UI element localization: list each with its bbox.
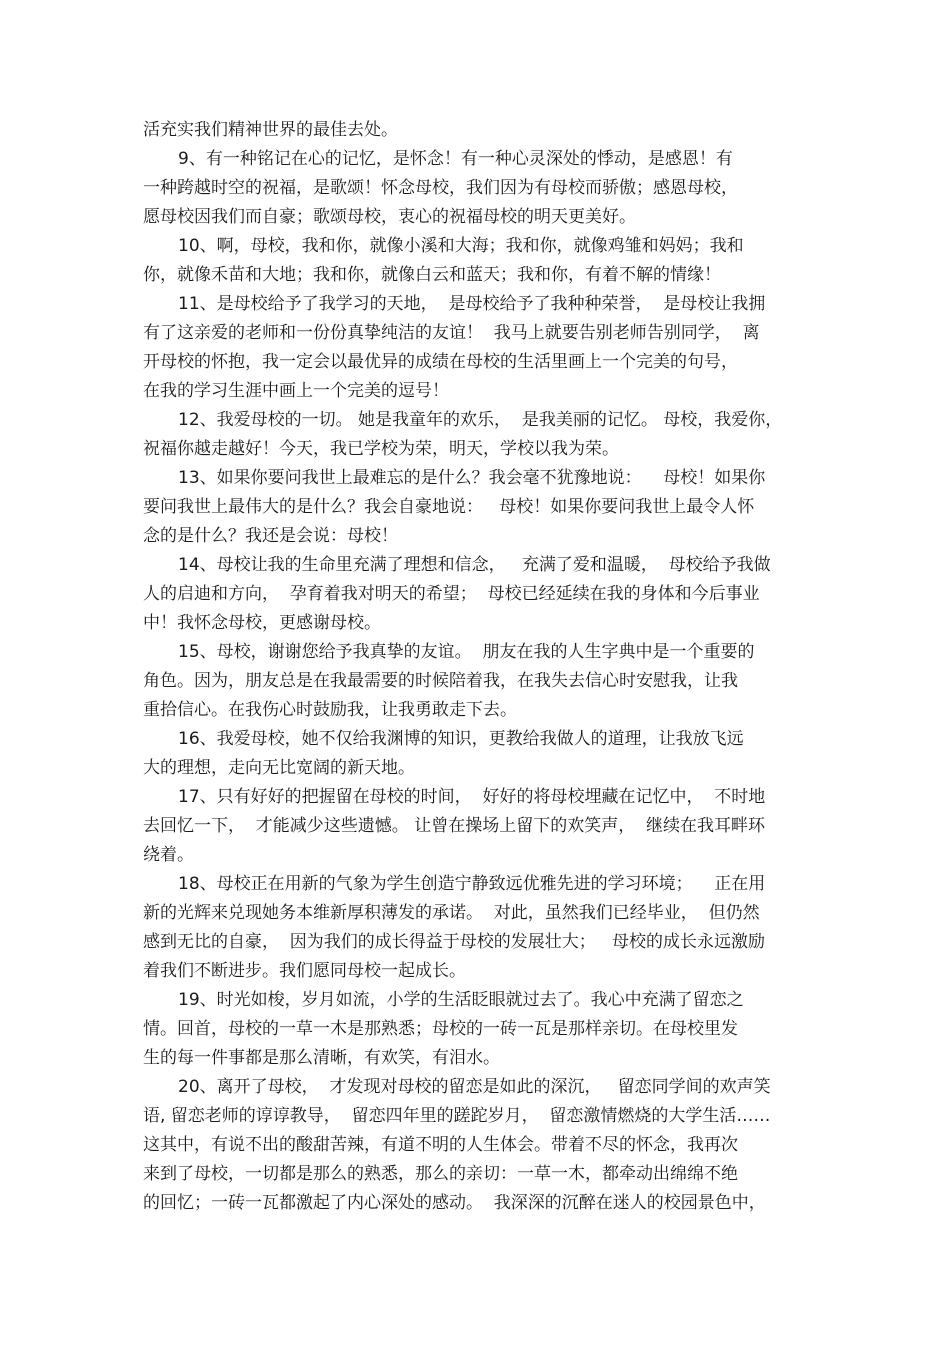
paragraph-10-start: 10、啊，母校，我和你，就像小溪和大海；我和你，就像鸡雏和妈妈；我和 (178, 236, 744, 256)
text-line: 你，就像禾苗和大地；我和你，就像白云和蓝天；我和你，有着不解的情缘！ (143, 265, 721, 285)
paragraph-15-start: 15、母校，谢谢您给予我真挚的友谊。 朋友在我的人生字典中是一个重要的 (178, 642, 755, 662)
text-line: 着我们不断进步。我们愿同母校一起成长。 (143, 961, 466, 981)
text-line: 祝福你越走越好！今天，我已学校为荣，明天，学校以我为荣。 (143, 439, 619, 459)
text-line: 大的理想，走向无比宽阔的新天地。 (143, 758, 415, 778)
paragraph-18-start: 18、母校正在用新的气象为学生创造宁静致远优雅先进的学习环境； 正在用 (178, 874, 766, 894)
paragraph-19-start: 19、时光如梭，岁月如流，小学的生活眨眼就过去了。我心中充满了留恋之 (178, 990, 744, 1010)
text-line: 感到无比的自豪， 因为我们的成长得益于母校的发展壮大； 母校的成长永远激励 (143, 932, 766, 952)
text-line: 来到了母校，一切都是那么的熟悉，那么的亲切：一草一木，都牵动出绵绵不绝 (143, 1164, 738, 1184)
text-line: 愿母校因我们而自豪；歌颂母校，衷心的祝福母校的明天更美好。 (143, 207, 636, 227)
text-line: 绕着。 (143, 845, 194, 865)
text-line: 新的光辉来兑现她务本维新厚积薄发的承诺。 对此，虽然我们已经毕业， 但仍然 (143, 903, 760, 923)
text-line: 有了这亲爱的老师和一份份真挚纯洁的友谊！ 我马上就要告别老师告别同学， 离 (143, 323, 760, 343)
text-line: 去回忆一下， 才能减少这些遗憾。 让曾在操场上留下的欢笑声， 继续在我耳畔环 (143, 816, 766, 836)
text-line: 要问我世上最伟大的是什么？我会自豪地说： 母校！如果你要问我世上最令人怀 (143, 497, 755, 517)
paragraph-9-start: 9、有一种铭记在心的记忆，是怀念！有一种心灵深处的悸动，是感恩！有 (178, 149, 733, 169)
text-line: 活充实我们精神世界的最佳去处。 (143, 120, 398, 140)
text-line: 重拾信心。在我伤心时鼓励我，让我勇敢走下去。 (143, 700, 517, 720)
paragraph-11-start: 11、是母校给予了我学习的天地， 是母校给予了我种种荣誉， 是母校让我拥 (178, 294, 766, 314)
paragraph-13-start: 13、如果你要问我世上最难忘的是什么？我会毫不犹豫地说： 母校！如果你 (178, 468, 766, 488)
paragraph-14-start: 14、母校让我的生命里充满了理想和信念， 充满了爱和温暖， 母校给予我做 (178, 555, 771, 575)
paragraph-12-start: 12、我爱母校的一切。 她是我童年的欢乐， 是我美丽的记忆。 母校，我爱你， (178, 410, 783, 430)
text-line: 语, 留恋老师的谆谆教导， 留恋四年里的蹉跎岁月， 留恋激情燃烧的大学生活…… (143, 1106, 771, 1126)
paragraph-16-start: 16、我爱母校，她不仅给我渊博的知识，更教给我做人的道理，让我放飞远 (178, 729, 744, 749)
text-line: 情。回首，母校的一草一木是那熟悉；母校的一砖一瓦是那样亲切。在母校里发 (143, 1019, 738, 1039)
text-line: 念的是什么？我还是会说：母校！ (143, 526, 398, 546)
text-line: 这其中，有说不出的酸甜苦辣，有道不明的人生体会。带着不尽的怀念，我再次 (143, 1135, 738, 1155)
text-line: 人的启迪和方向， 孕育着我对明天的希望； 母校已经延续在我的身体和今后事业 (143, 584, 760, 604)
text-line: 在我的学习生涯中画上一个完美的逗号！ (143, 381, 449, 401)
paragraph-17-start: 17、只有好好的把握留在母校的时间， 好好的将母校埋藏在记忆中， 不时地 (178, 787, 766, 807)
text-line: 开母校的怀抱，我一定会以最优异的成绩在母校的生活里画上一个完美的句号， (143, 352, 738, 372)
text-line: 角色。因为，朋友总是在我最需要的时候陪着我，在我失去信心时安慰我，让我 (143, 671, 738, 691)
text-line: 生的每一件事都是那么清晰，有欢笑，有泪水。 (143, 1048, 500, 1068)
text-line: 中！我怀念母校，更感谢母校。 (143, 613, 381, 633)
text-line: 的回忆；一砖一瓦都激起了内心深处的感动。 我深深的沉醉在迷人的校园景色中， (143, 1193, 766, 1213)
paragraph-20-start: 20、离开了母校， 才发现对母校的留恋是如此的深沉， 留恋同学间的欢声笑 (178, 1077, 771, 1097)
text-line: 一种跨越时空的祝福，是歌颂！怀念母校，我们因为有母校而骄傲；感恩母校， (143, 178, 738, 198)
